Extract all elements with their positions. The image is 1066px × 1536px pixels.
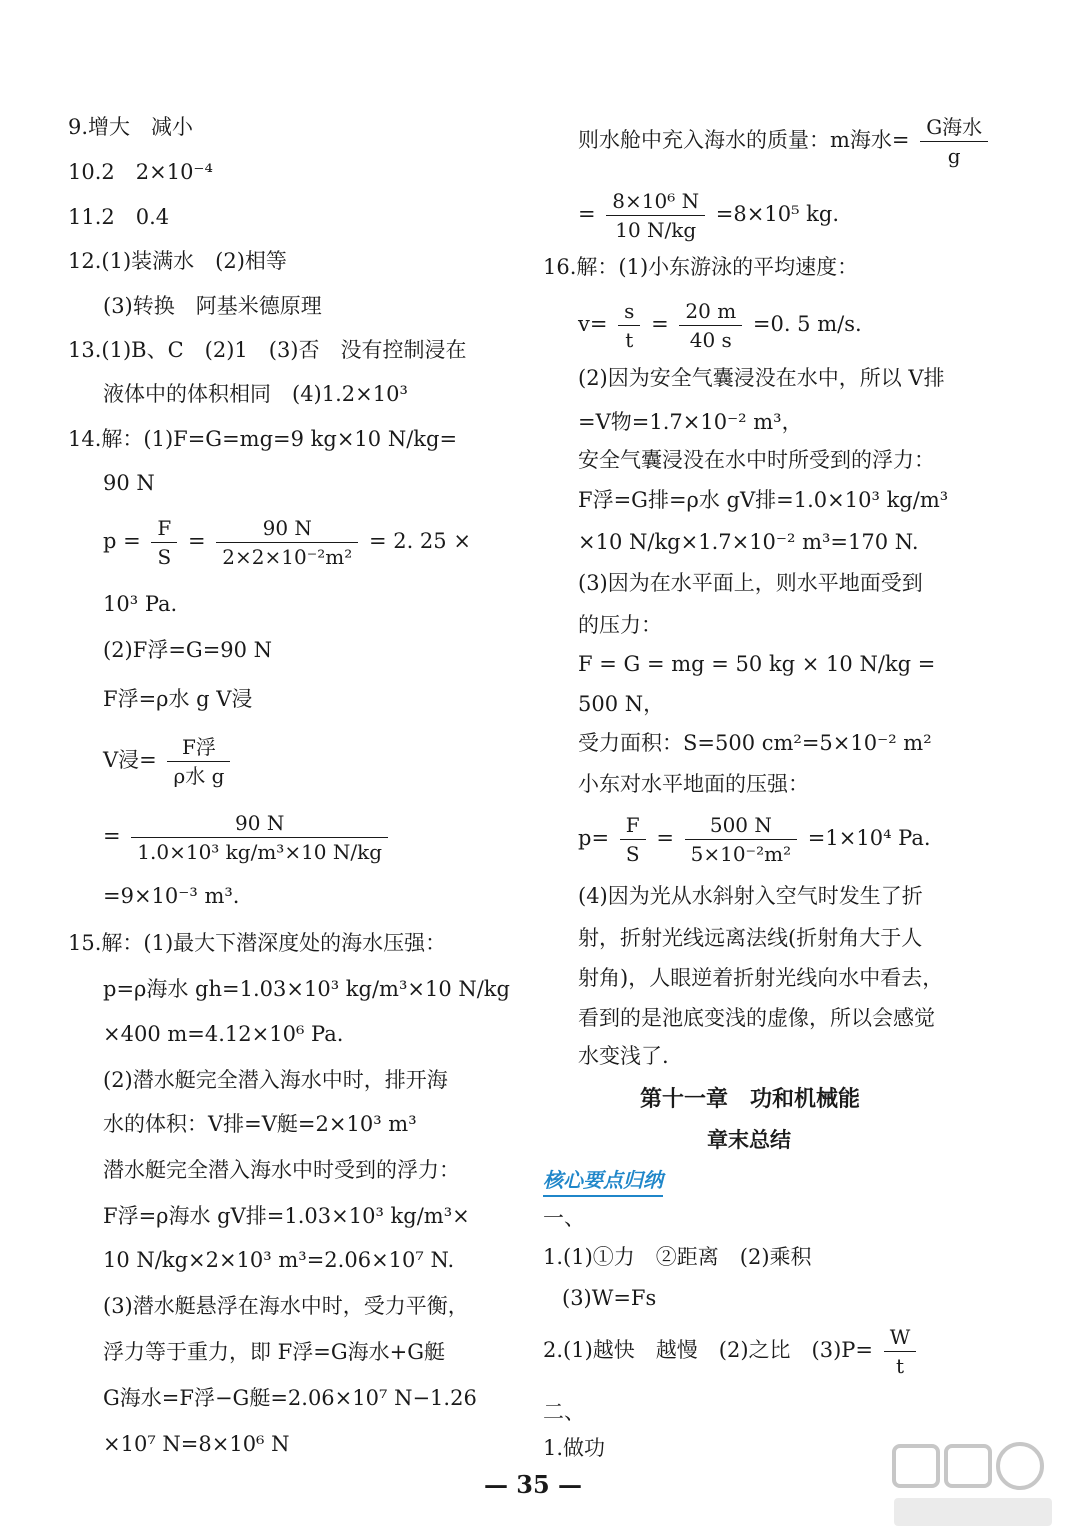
answer-13-cont: 液体中的体积相同 (4)1.2×10³: [103, 382, 408, 406]
mass-formula-2: [578, 186, 839, 242]
pressure-formula: [103, 513, 471, 569]
answer-10: 10.2 2×10⁻⁴: [68, 160, 213, 184]
formula-text: 则水舱中充入海水的质量：m海水=: [578, 128, 910, 152]
answer-15-line: 水的体积：V排=V艇=2×10³ m³: [103, 1112, 417, 1136]
answer-15-line: ×400 m=4.12×10⁶ Pa.: [103, 1022, 344, 1046]
summary-part-1: 一、: [543, 1206, 585, 1230]
formula-text: 2.(1)越快 越慢 (2)之比 (3)P=: [543, 1338, 874, 1362]
answer-16-line: (4)因为光从水斜射入空气时发生了折: [578, 884, 923, 908]
summary-item: 1.(1)①力 ②距离 (2)乘积: [543, 1245, 812, 1269]
denominator: 5×10⁻²m²: [690, 842, 792, 866]
numerator: F: [151, 516, 177, 543]
answer-15-line: 10 N/kg×2×10³ m³=2.06×10⁷ N.: [103, 1248, 455, 1272]
numerator: 20 m: [679, 299, 742, 326]
answer-16-line: 射角)，人眼逆着折射光线向水中看去，: [578, 966, 944, 990]
answer-16-line: =V物=1.7×10⁻² m³，: [578, 410, 803, 434]
answer-16-line: F浮=G排=ρ水 gV排=1.0×10³ kg/m³: [578, 488, 949, 512]
denominator: 1.0×10³ kg/m³×10 N/kg: [137, 840, 383, 864]
fraction: [216, 516, 358, 569]
fraction: [151, 516, 177, 569]
numerator: G海水: [920, 115, 988, 142]
denominator: t: [625, 328, 634, 352]
answer-14-line: (2)F浮=G=90 N: [103, 638, 273, 662]
answer-13: 13.(1)B、C (2)1 (3)否 没有控制浸在: [68, 338, 467, 362]
answer-16-line: F = G = mg = 50 kg × 10 N/kg =: [578, 652, 936, 676]
summary-item: (3)W=Fs: [562, 1286, 657, 1310]
answer-14: 14.解：(1)F=G=mg=9 kg×10 N/kg=: [68, 427, 458, 451]
denominator: 40 s: [689, 328, 732, 352]
formula-text: = 2. 25 ×: [368, 529, 471, 553]
answer-16-line: 小东对水平地面的压强：: [578, 772, 809, 796]
numerator: 90 N: [216, 516, 358, 543]
denominator: 2×2×10⁻²m²: [222, 545, 353, 569]
numerator: F: [620, 813, 646, 840]
chapter-subtitle: 章末总结: [707, 1128, 791, 1152]
formula-text: =: [578, 202, 596, 226]
fraction: [131, 811, 388, 864]
fraction: [679, 299, 742, 352]
answer-15-line: 潜水艇完全潜入海水中时受到的浮力：: [103, 1158, 460, 1182]
volume-formula: [103, 732, 234, 788]
answer-16-line: (3)因为在水平面上，则水平地面受到: [578, 571, 923, 595]
denominator: ρ水 g: [173, 764, 225, 788]
answer-15-line: 浮力等于重力，即 F浮=G海水+G艇: [103, 1340, 445, 1364]
formula-text: =8×10⁵ kg.: [715, 202, 840, 226]
formula-text: p=: [578, 826, 610, 850]
fraction: [167, 735, 230, 788]
summary-part-2: 二、: [543, 1400, 585, 1424]
denominator: t: [895, 1354, 904, 1378]
answer-12-cont: (3)转换 阿基米德原理: [103, 294, 322, 318]
denominator: S: [157, 545, 172, 569]
speed-formula: [578, 296, 862, 352]
answer-15-line: p=ρ海水 gh=1.03×10³ kg/m³×10 N/kg: [103, 977, 510, 1001]
answer-15-line: (2)潜水艇完全潜入海水中时，排开海: [103, 1068, 448, 1092]
fraction: [920, 115, 988, 168]
numerator: 500 N: [685, 813, 798, 840]
numerator: W: [884, 1325, 917, 1352]
answer-9: 9.增大 减小: [68, 115, 194, 139]
formula-text: v=: [578, 312, 608, 336]
answer-15-line: (3)潜水艇悬浮在海水中时，受力平衡，: [103, 1294, 469, 1318]
answer-16-line: (2)因为安全气囊浸没在水中，所以 V排: [578, 366, 945, 390]
answer-14-line: 10³ Pa.: [103, 592, 178, 616]
formula-text: =: [187, 529, 206, 553]
pressure-formula-2: [578, 810, 931, 866]
numerator: s: [618, 299, 640, 326]
volume-formula-2: [103, 808, 392, 864]
numerator: 90 N: [131, 811, 388, 838]
answer-14-line: F浮=ρ水 g V浸: [103, 687, 253, 711]
fraction: [606, 189, 705, 242]
denominator: S: [625, 842, 640, 866]
fraction: [685, 813, 798, 866]
power-formula: [543, 1322, 920, 1378]
answer-12: 12.(1)装满水 (2)相等: [68, 249, 287, 273]
answer-11: 11.2 0.4: [68, 205, 170, 229]
mass-formula: [578, 112, 992, 168]
answer-16-line: 看到的是池底变浅的虚像，所以会感觉: [578, 1006, 935, 1030]
summary-item: 1.做功: [543, 1436, 606, 1460]
answer-15-line: F浮=ρ海水 gV排=1.03×10³ kg/m³×: [103, 1204, 470, 1228]
watermark-logo-icon: [888, 1440, 1058, 1532]
denominator: g: [947, 144, 961, 168]
formula-text: =: [651, 312, 669, 336]
answer-14-line: =9×10⁻³ m³.: [103, 884, 240, 908]
fraction: [884, 1325, 917, 1378]
fraction: [618, 299, 640, 352]
answer-16-line: 受力面积：S=500 cm²=5×10⁻² m²: [578, 731, 932, 755]
numerator: 8×10⁶ N: [606, 189, 705, 216]
denominator: 10 N/kg: [615, 218, 697, 242]
answer-16-line: 射，折射光线远离法线(折射角大于人: [578, 926, 923, 950]
formula-text: =: [103, 824, 121, 848]
fraction: [620, 813, 646, 866]
answer-15: 15.解：(1)最大下潜深度处的海水压强：: [68, 931, 447, 955]
formula-text: V浸=: [103, 748, 157, 772]
answer-14-line: 90 N: [103, 471, 155, 495]
formula-text: =1×10⁴ Pa.: [807, 826, 931, 850]
answer-16-line: 水变浅了.: [578, 1044, 669, 1068]
answer-16: 16.解：(1)小东游泳的平均速度：: [543, 255, 859, 279]
answer-16-line: ×10 N/kg×1.7×10⁻² m³=170 N.: [578, 530, 919, 554]
formula-text: p =: [103, 529, 141, 553]
answer-16-line: 安全气囊浸没在水中时所受到的浮力：: [578, 448, 935, 472]
answer-16-line: 500 N，: [578, 692, 665, 716]
answer-15-line: ×10⁷ N=8×10⁶ N: [103, 1432, 290, 1456]
answer-15-line: G海水=F浮−G艇=2.06×10⁷ N−1.26: [103, 1386, 477, 1410]
chapter-title: 第十一章 功和机械能: [640, 1087, 861, 1112]
answer-16-line: 的压力：: [578, 613, 662, 637]
page-number: — 35 —: [483, 1470, 583, 1499]
numerator: F浮: [167, 735, 230, 762]
formula-text: =0. 5 m/s.: [752, 312, 862, 336]
formula-text: =: [656, 826, 674, 850]
section-tag: 核心要点归纳: [543, 1164, 663, 1197]
